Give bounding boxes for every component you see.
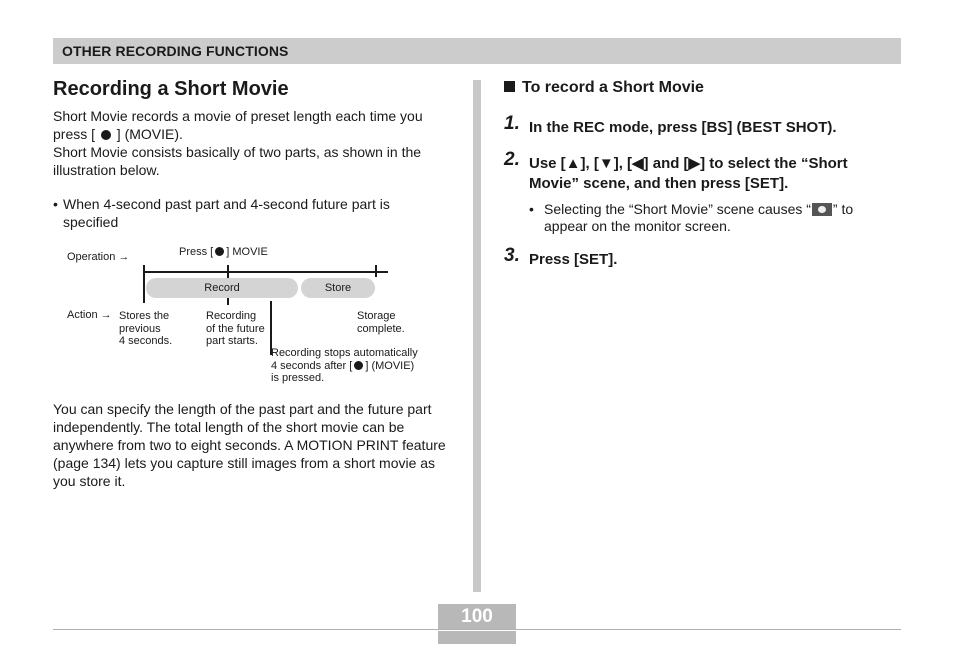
procedure-title-text: To record a Short Movie [522,79,704,96]
note-line: complete. [357,322,405,335]
length-paragraph: You can specify the length of the past part and the future part independently. The total length of the short movie can be anywhere from two to eight seconds. A MOTION PRINT feature (page 134) lets you capture still images from a short movie as you store it. [53,401,446,489]
note-line: Recording stops automatically [271,347,418,359]
step-text: Press [SET]. [529,251,618,268]
page-heading: Recording a Short Movie [53,78,289,100]
note-line: 4 seconds. [119,335,173,347]
bullet-item [53,195,443,231]
page-number-tab [438,631,516,644]
short-movie-icon [812,203,832,216]
action-label: Action → [67,309,112,321]
record-dot-icon [215,247,224,256]
stops-text-a: 4 seconds after [ [271,359,353,372]
step-3 [504,245,889,270]
record-segment [146,278,298,298]
press-movie-label [179,246,268,259]
note-line: Stores the [119,310,170,322]
page-number-box [438,604,516,644]
stores-previous-note [119,310,172,348]
intro-paragraph [53,107,453,179]
store-segment [301,278,375,298]
record-dot-icon [354,361,363,370]
step-number: 3. [504,245,520,266]
bullet-marker: • [529,201,534,217]
note-line: is pressed. [271,372,325,384]
step-2-note [529,201,899,235]
procedure-title [504,78,704,98]
square-bullet-icon [504,81,515,92]
recording-future-note [206,310,265,348]
note-text-b: ” to appear on the monitor screen. [544,201,854,234]
press-text-b: ] MOVIE [226,246,268,258]
step-1 [504,113,889,138]
storage-complete-note [357,310,405,335]
note-line [271,360,418,373]
record-label: Record [204,282,240,294]
step-number: 1. [504,113,520,134]
intro-text-a: Short Movie records a movie of preset length each time you press [ [53,108,423,142]
note-line: part starts. [206,335,258,347]
note-line: previous [119,322,161,335]
record-dot-icon [101,130,111,140]
timeline-line [143,271,388,273]
intro-text-b: ] (MOVIE). [116,126,183,142]
step-text: In the REC mode, press [BS] (BEST SHOT). [529,119,837,136]
stops-text-b: ] (MOVIE) [365,359,415,372]
press-text-a: Press [ [179,246,214,258]
note-line: Recording [206,310,257,322]
section-header-title: OTHER RECORDING FUNCTIONS [62,43,289,59]
parts-text: Short Movie consists basically of two parts, as shown in the illustration below. [53,144,422,178]
page-number: 100 [438,604,516,629]
operation-label: Operation → [67,251,130,263]
short-movie-diagram [53,241,453,391]
step-2 [504,149,889,194]
store-label: Store [324,282,352,294]
step-number: 2. [504,149,520,170]
section-header-bar [53,38,901,64]
note-line: of the future [206,322,265,335]
left-column [53,78,458,489]
bullet-marker: • [53,196,58,212]
note-line: Storage [357,310,396,322]
recording-stops-note [271,347,418,385]
step-text: Use [▲], [▼], [◀] and [▶] to select the “Short Movie” scene, and then press [SET]. [529,155,848,192]
column-divider [473,80,481,592]
bullet-text: When 4-second past part and 4-second future part is specified [63,196,390,230]
note-text-a: Selecting the “Short Movie” scene causes “ [544,201,811,217]
